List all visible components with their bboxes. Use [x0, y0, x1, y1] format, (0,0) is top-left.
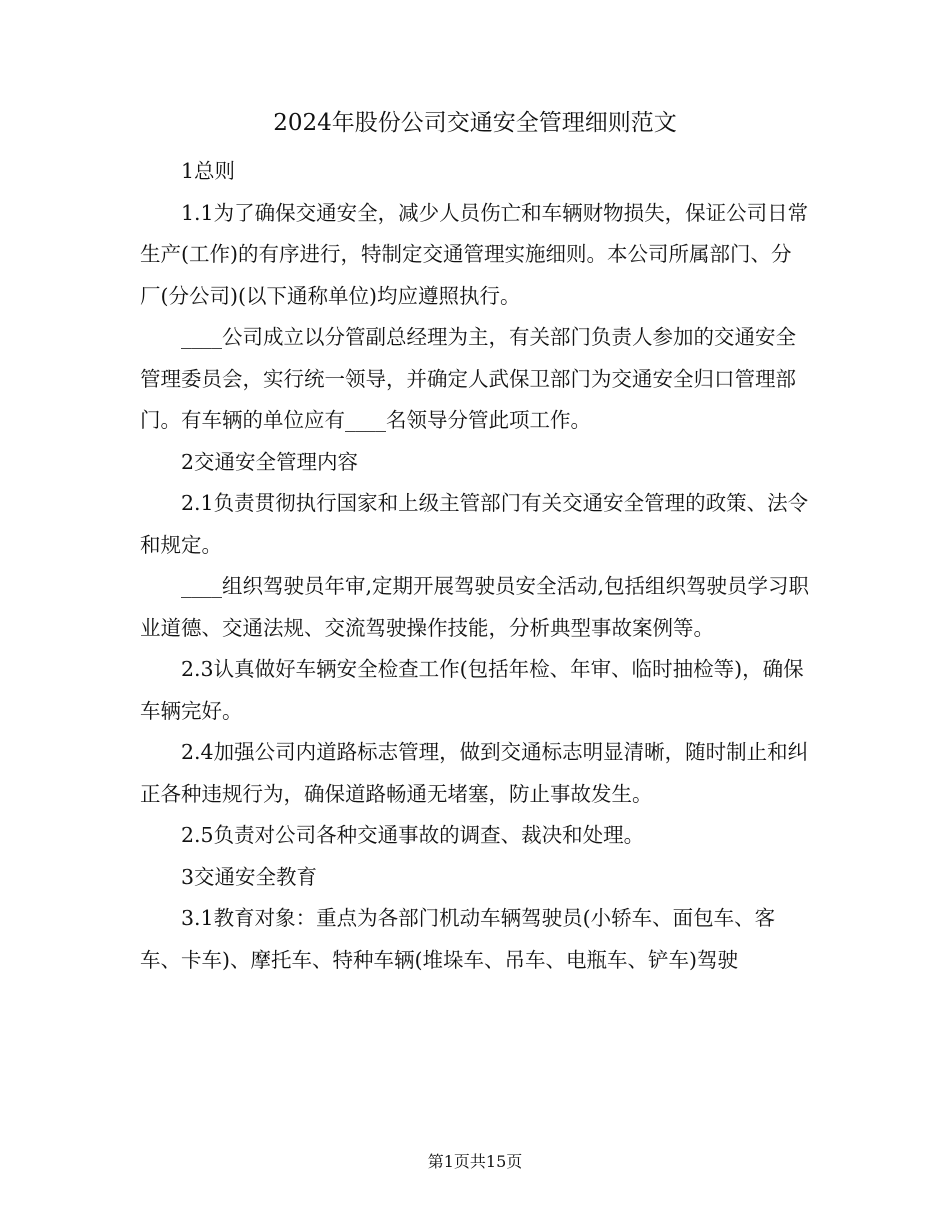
- section-heading-1: 1总则: [181, 159, 236, 183]
- document-title: 2024年股份公司交通安全管理细则范文: [273, 110, 677, 136]
- page-number-footer: 第1页共15页: [427, 1152, 523, 1171]
- paragraph-2-5: 2.5负责对公司各种交通事故的调查、裁决和处理。: [181, 823, 645, 847]
- paragraph-3-1: 3.1教育对象：重点为各部门机动车辆驾驶员(小轿车、面包车、客车、卡车)、摩托车、特种车辆(堆垛车、吊车、电瓶车、铲车)驾驶: [140, 906, 776, 972]
- paragraph-2-3: 2.3认真做好车辆安全检查工作(包括年检、年审、临时抽检等)，确保车辆完好。: [140, 657, 804, 723]
- paragraph-2-2: ____组织驾驶员年审,定期开展驾驶员安全活动,包括组织驾驶员学习职业道德、交通法规、交流驾驶操作技能，分析典型事故案例等。: [140, 574, 810, 640]
- paragraph-1-2: ____公司成立以分管副总经理为主，有关部门负责人参加的交通安全管理委员会，实行统一领导，并确定人武保卫部门为交通安全归口管理部门。有车辆的单位应有____名领导分管此项工作。: [140, 325, 796, 432]
- paragraph-1-1: 1.1为了确保交通安全，减少人员伤亡和车辆财物损失，保证公司日常生产(工作)的有序进行，特制定交通管理实施细则。本公司所属部门、分厂(分公司)(以下通称单位)均应遵照执行。: [140, 200, 809, 308]
- section-heading-2: 2交通安全管理内容: [181, 449, 359, 474]
- document-body: [140, 151, 810, 981]
- paragraph-2-4: 2.4加强公司内道路标志管理，做到交通标志明显清晰，随时制止和纠正各种违规行为，确保道路畅通无堵塞，防止事故发生。: [140, 740, 809, 806]
- paragraph-2-1: 2.1负责贯彻执行国家和上级主管部门有关交通安全管理的政策、法令和规定。: [140, 491, 809, 557]
- section-heading-3: 3交通安全教育: [181, 864, 318, 889]
